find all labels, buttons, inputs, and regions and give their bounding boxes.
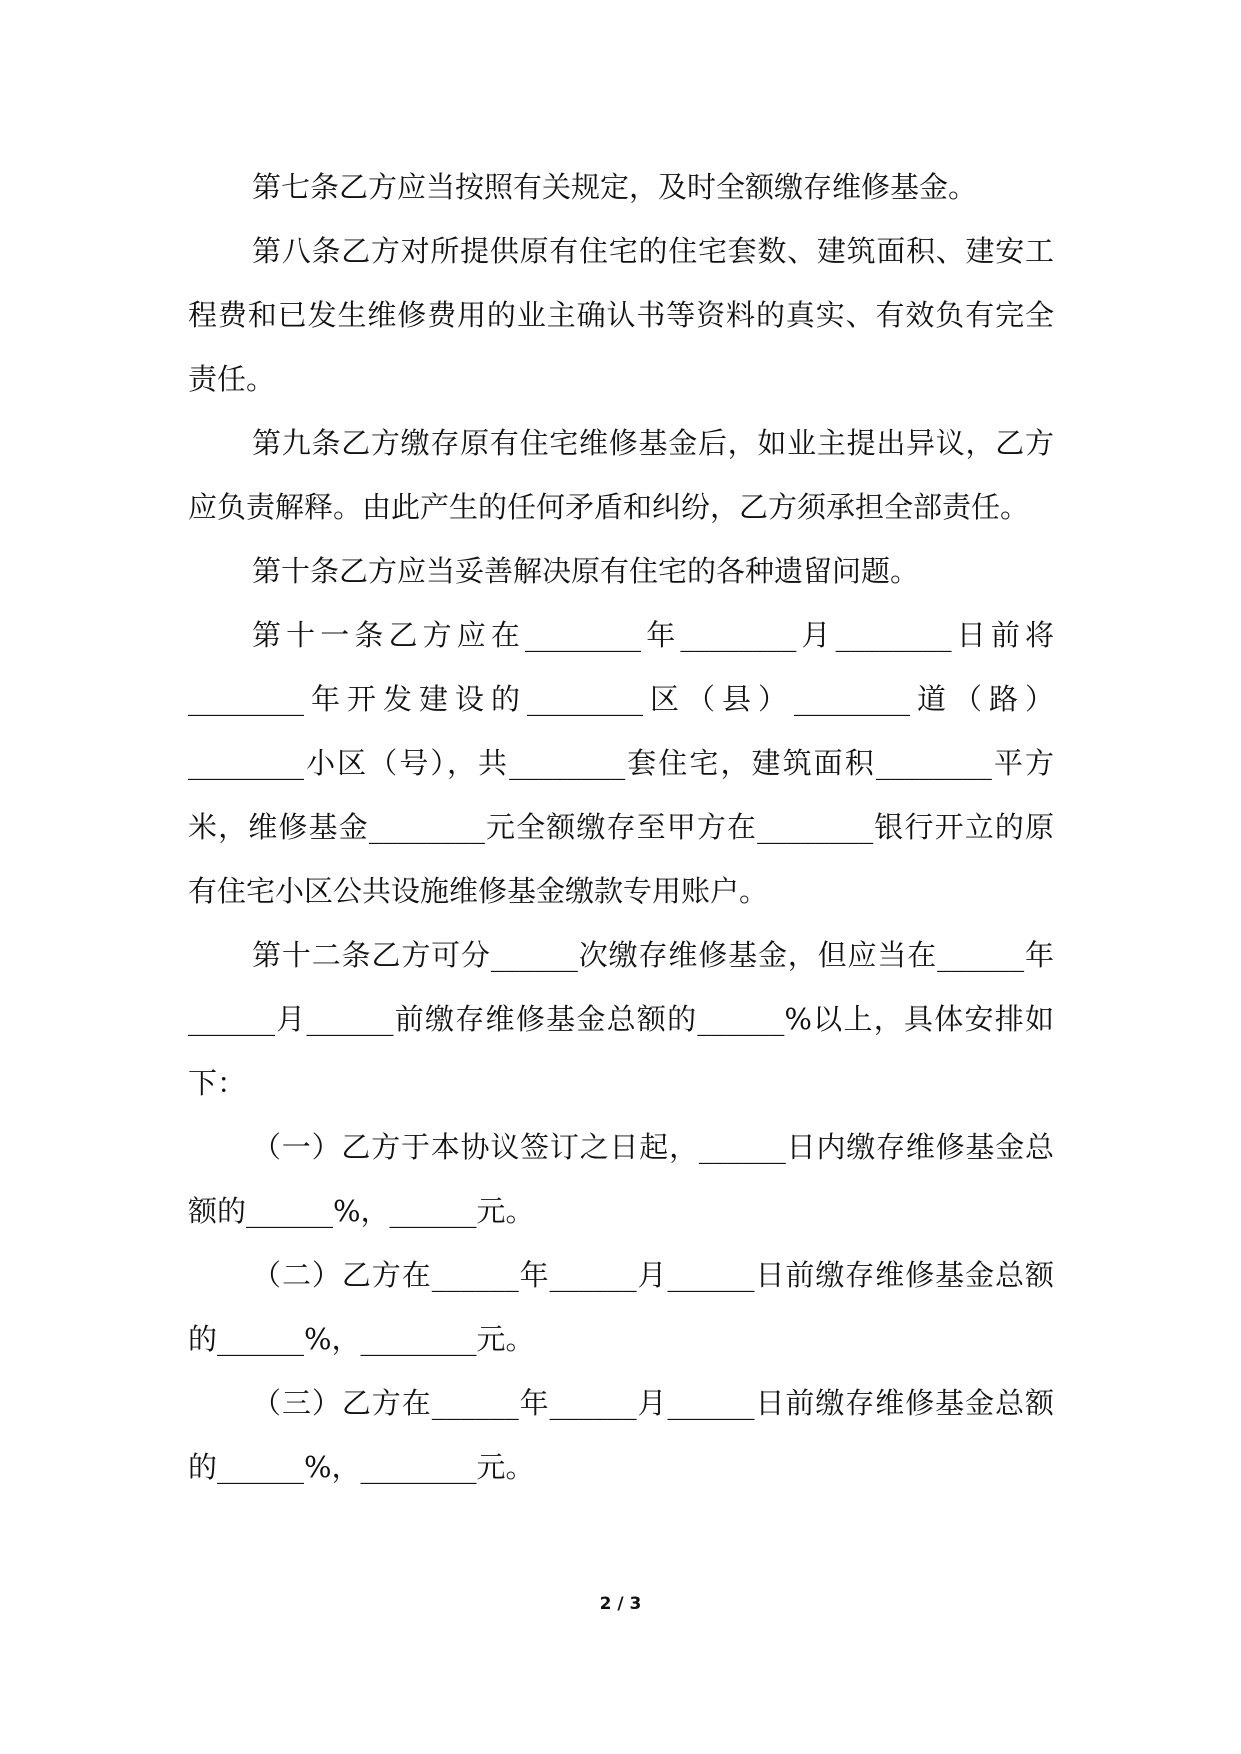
article-7: 第七条乙方应当按照有关规定，及时全额缴存维修基金。 [252, 170, 978, 204]
article-12-item-1: （一）乙方于本协议签订之日起，______日内缴存维修基金总额的______%，______元。 [188, 1130, 1054, 1228]
page-number: 2 / 3 [599, 1594, 642, 1614]
article-12: 第十二条乙方可分______次缴存维修基金，但应当在______年______月______前缴存维修基金总额的______%以上，具体安排如下： [188, 938, 1054, 1100]
article-12-item-3: （三）乙方在______年______月______日前缴存维修基金总额的______%，________元。 [188, 1386, 1054, 1484]
article-10: 第十条乙方应当妥善解决原有住宅的各种遗留问题。 [252, 554, 920, 588]
article-12-item-2: （二）乙方在______年______月______日前缴存维修基金总额的______%，________元。 [188, 1258, 1054, 1356]
article-11: 第十一条乙方应在________年________月________日前将________年开发建设的________区（县）________道（路）________小区（号），共________套住宅，建筑面积________平方米，维修基金________元全额缴存至甲方在________银行开立的原有住宅小区公共设施维修基金缴款专用账户。 [188, 618, 1054, 908]
article-8: 第八条乙方对所提供原有住宅的住宅套数、建筑面积、建安工程费和已发生维修费用的业主确认书等资料的真实、有效负有完全责任。 [188, 234, 1054, 396]
article-9: 第九条乙方缴存原有住宅维修基金后，如业主提出异议，乙方应负责解释。由此产生的任何矛盾和纠纷，乙方须承担全部责任。 [188, 426, 1054, 524]
document-body [188, 155, 1054, 1499]
